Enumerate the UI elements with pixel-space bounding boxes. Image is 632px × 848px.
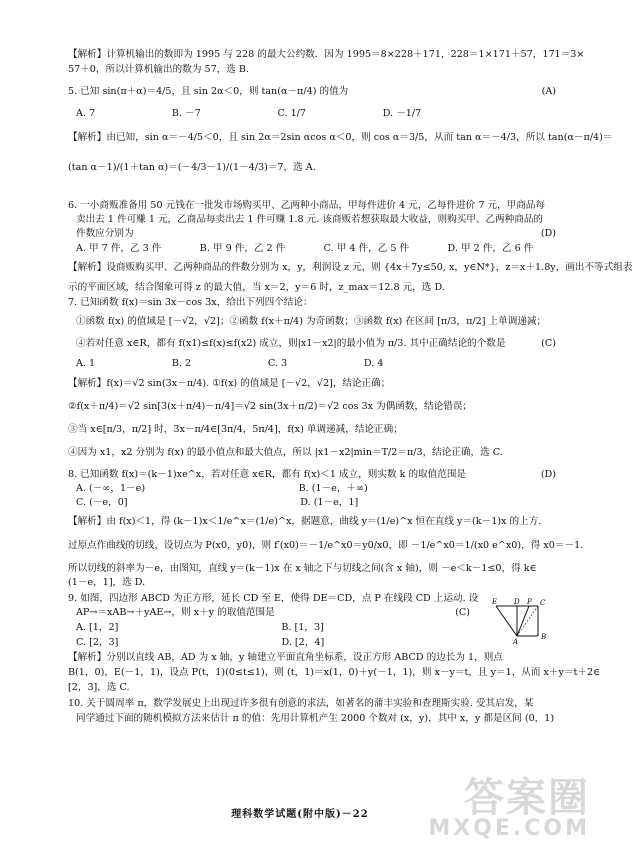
question-8-options-ab: A. (－∞，1－e) B. (1－e，＋∞) xyxy=(76,483,368,494)
page-footer: 理科数学试题(附中版)－22 xyxy=(231,809,369,820)
question-6-options: A. 甲 7 件，乙 3 件 B. 甲 9 件，乙 2 件 C. 甲 4 件，乙 5 件 D. 甲 2 件，乙 6 件 xyxy=(76,243,534,254)
question-6-answer: (D) xyxy=(540,228,556,239)
label-e: E xyxy=(492,598,498,606)
solution-9-line-2: B(1，0)，E(－1，1)，设点 P(t，1)(0≤t≤1)，则 (t，1)＝x(1，0)＋y(－1，1)，则 x－y＝t，且 y＝1，从而 x＋y＝t＋2∈ xyxy=(68,667,601,678)
label-c: C xyxy=(540,599,546,607)
solution-7-line-3: ③当 x∈[π/3，π/2] 时，3x－π/4∈[3π/4，5π/4]，f(x) 单调递减，结论正确； xyxy=(68,424,403,435)
square-figure xyxy=(488,598,558,646)
question-7-answer: (C) xyxy=(541,338,556,349)
question-6-line-3: 件数应分别为 xyxy=(76,228,134,239)
question-8-answer: (D) xyxy=(540,469,556,480)
question-9-options-cd: C. [2，3] D. [2，4] xyxy=(76,637,325,648)
label-p: P xyxy=(527,598,532,606)
solution-9-line-1: 【解析】分别以直线 AB，AD 为 x 轴，y 轴建立平面直角坐标系，设正方形 ABCD 的边长为 1，则点 xyxy=(68,652,503,663)
solution-8-line-2: 过原点作曲线的切线，设切点为 P(x0，y0)，则 f′(x0)＝－1/e^x0＝y0/x0，即 －1/e^x0＝1/(x0 e^x0)，得 x0＝－1. xyxy=(68,540,584,551)
solution-5-line-1: 【解析】由已知，sin α＝－4/5＜0，且 sin 2α＝2sin αcos α＜0，则 cos α＝3/5，从而 tan α＝－4/3，所以 tan(α－π/4)＝ xyxy=(68,132,613,143)
solution-7-line-1: 【解析】f(x)＝√2 sin(3x－π/4). ①f(x) 的值域是 [－√2，√2]，结论正确； xyxy=(68,378,391,389)
label-b: B xyxy=(541,633,547,641)
question-10-line-1: 10. 关于圆周率 π，数学发展史上出现过许多很有创意的求法，如著名的蒲丰实验和查理斯实验. 受其启发，某 xyxy=(68,698,534,709)
question-10-line-2: 同学通过下面的随机模拟方法来估计 π 的值：先用计算机产生 2000 个数对 (x，y)，其中 x，y 都是区间 (0，1) xyxy=(76,713,555,724)
watermark-logo xyxy=(428,775,590,841)
solution-7-line-4: ④因为 x1，x2 分别为 f(x) 的最小值点和最大值点，所以 |x1－x2|min＝T/2＝π/3，结论正确，选 C. xyxy=(68,447,503,458)
solution-4-line-2: 57＋0，所以计算机输出的数为 57，选 B. xyxy=(68,64,250,75)
label-a: A xyxy=(513,638,519,646)
solution-6-line-2: 示的平面区域，结合图象可得 z 的最大值，当 x＝2，y＝6 时，z_max＝12.8 元，选 D. xyxy=(68,282,445,293)
watermark-line-1: 答案圈 xyxy=(464,775,590,821)
question-5-options: A. 7 B. －7 C. 1/7 D. －1/7 xyxy=(76,108,422,119)
question-8-options-cd: C. (－e，0] D. (1－e，1] xyxy=(76,497,359,508)
solution-6-line-1: 【解析】设商贩购买甲、乙两种商品的件数分别为 x，y，利润设 z 元，则 {4x＋7y≤50, x，y∈N*}，z＝x＋1.8y，画出不等式组表 xyxy=(68,262,632,273)
question-6-line-1: 6. 一小商贩准备用 50 元钱在一批发市场购买甲、乙两种小商品，甲每件进价 4 元，乙每件进价 7 元，甲商品每 xyxy=(68,200,546,211)
question-7-options: A. 1 B. 2 C. 3 D. 4 xyxy=(76,358,384,369)
question-9-line-1: 9. 如图，四边形 ABCD 为正方形，延长 CD 至 E，使得 DE＝CD，点 P 在线段 CD 上运动. 设 xyxy=(68,593,479,604)
solution-8-line-3: 所以切线的斜率为－e，由图知，直线 y＝(k－1)x 在 x 轴之下与切线之间(含 x 轴)，则 －e＜k－1≤0，得 k∈ xyxy=(68,563,537,574)
solution-5-line-2: (tan α－1)/(1＋tan α)＝(－4/3－1)/(1－4/3)＝7，选 A. xyxy=(68,162,316,173)
question-7-statements-2: ④若对任意 x∈R，都有 f(x1)≤f(x)≤f(x2) 成立，则|x1－x2|的最小值为 π/3. 其中正确结论的个数是 xyxy=(76,338,506,349)
watermark-line-2: MXQE.COM xyxy=(428,816,590,841)
question-9-answer: (C) xyxy=(455,607,470,618)
solution-8-line-1: 【解析】由 f(x)＜1，得 (k－1)x＜1/e^x＝(1/e)^x，据题意，曲线 y＝(1/e)^x 恒在直线 y＝(k－1)x 的上方. xyxy=(68,516,542,527)
question-7-statements-1: ①函数 f(x) 的值域是 [－√2，√2]；②函数 f(x＋π/4) 为奇函数；③函数 f(x) 在区间 [π/3，π/2] 上单调递减； xyxy=(76,316,547,327)
question-8-stem: 8. 已知函数 f(x)＝(k－1)xe^x，若对任意 x∈R，都有 f(x)＜1 成立，则实数 k 的取值范围是 xyxy=(68,469,467,480)
question-9-line-2: AP→＝xAB→＋yAE→，则 x＋y 的取值范围是 xyxy=(76,607,275,618)
question-9-options-ab: A. [1，2] B. [1，3] xyxy=(76,622,324,633)
question-6-line-2: 卖出去 1 件可赚 1 元，乙商品每卖出去 1 件可赚 1.8 元. 该商贩若想获取最大收益，则购买甲、乙两种商品的 xyxy=(76,214,544,225)
label-d: D xyxy=(514,598,520,606)
solution-8-line-4: (1－e，1]，选 D. xyxy=(68,577,146,588)
solution-4-line-1: 【解析】计算机输出的数即为 1995 与 228 的最大公约数．因为 1995＝8×228＋171，228＝1×171＋57，171＝3× xyxy=(68,49,585,60)
question-5-answer: (A) xyxy=(541,86,556,97)
question-5-stem: 5. 已知 sin(π＋α)＝4/5，且 sin 2α＜0，则 tan(α－π/4) 的值为 xyxy=(68,86,349,97)
solution-9-line-3: [2，3]，选 C. xyxy=(68,682,130,693)
question-7-stem: 7. 已知函数 f(x)＝sin 3x－cos 3x，给出下列四个结论： xyxy=(68,297,313,308)
solution-7-line-2: ②f(x＋π/4)＝√2 sin[3(x＋π/4)－π/4]＝√2 sin(3x＋π/2)＝√2 cos 3x 为偶函数，结论错误； xyxy=(68,401,473,412)
